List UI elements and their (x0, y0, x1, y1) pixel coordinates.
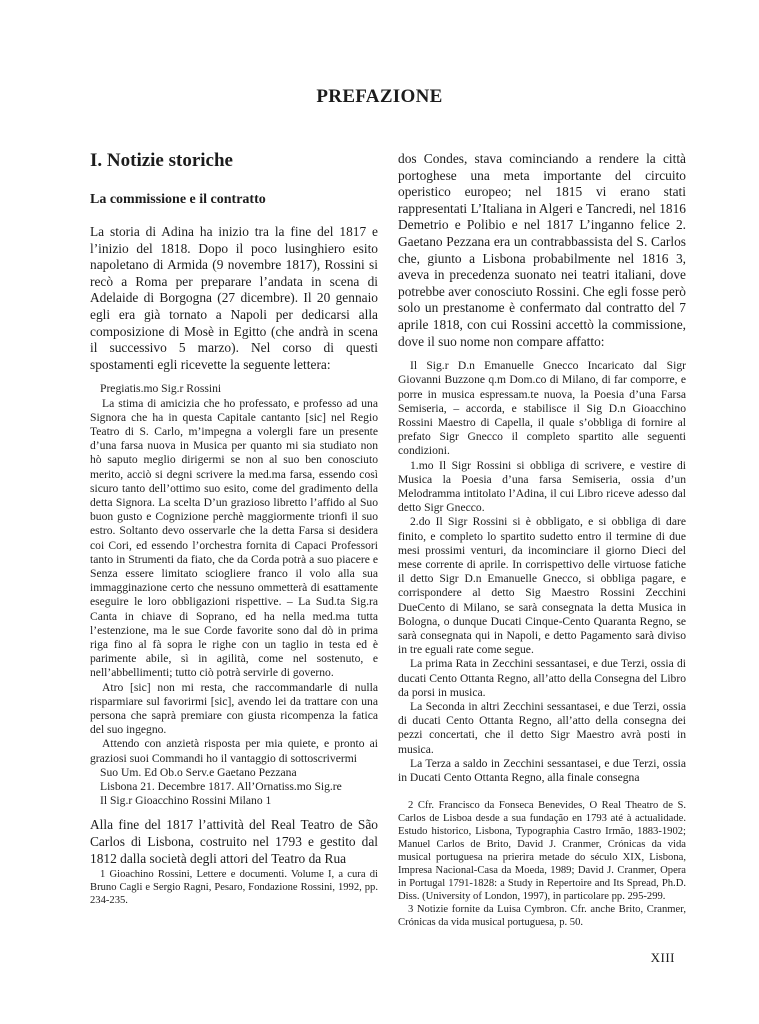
contract-quote (398, 359, 686, 785)
body-paragraph: Alla fine del 1817 l’attività del Real Teatro de São Carlos di Lisbona, costruito nel 1793 e gestito dal 1812 dalla società degli attori del Teatro da Rua (90, 817, 378, 866)
letter-paragraph: Attendo con anzietà risposta per mia quiete, e pronto ai graziosi suoi Commandi ho il vantaggio di sottoscrivermi (90, 737, 378, 765)
letter-signature: Suo Um. Ed Ob.o Serv.e Gaetano Pezzana (100, 765, 297, 779)
letter-body: La stima di amicizia che ho professato, e professo ad una Signora che ha in questa Capitale cantanto [sic] nel Regio Teatro di S. Carlo, m’impegna a volergli fare un presente d’una farsa nuova in Musica per quanto mi sia studiato non hò saputo meglio dirigermi se non al suo ben conosciuto merito, acciò si degni scrivere la med.ma farsa, essendo così sicuro tanto dell’ottimo suo esito, come del gradimento della detta Signora. La scelta D’un grazioso libretto l’affido al Suo buon gusto e Cognizione perchè maggiormente trionfi il suo estro. Soltanto devo osservarle che la detta Farsa si desidera coi Cori, ed essendo l’orchestra fornita di Capaci Professori tanto in Strumenti da fiato, che da Corda potrà a suo piacere e Senza essere limitato sciogliere franco il volo alla sua immagginazione certo che nessuno ommetterà di esattamente eseguire le loro obbligazioni rispettive. – La Sud.ta Sig.ra Canta in chiave di Soprano, ed ha nella med.ma tutta l’estenzione, ma le sue Corde favorite sono dal dò in prima riga fino al fà sopra le righe con un taglio in testa ed è parimente abile, sì in agilità, come nel sostenuto, e nell’abbellimenti; tutto ciò potrà servirle di governo. (90, 396, 378, 680)
letter-addressee: Il Sig.r Gioacchino Rossini Milano 1 (100, 794, 272, 808)
letter-paragraph: Atro [sic] non mi resta, che raccommandarle di nulla risparmiare sul favorirmi [sic], avendo lei da trattare con una persona che saprà premiare con giusta ricompenza la fatica del suo ingegno. (90, 680, 378, 737)
intro-paragraph: La storia di Adina ha inizio tra la fine del 1817 e l’inizio del 1818. Dopo il poco lusinghiero esito napoletano di Armida (9 novembre 1817), Rossini si recò a Roma per preparare l’andata in scena di Adelaide di Borgogna (27 dicembre). Il 20 gennaio egli era già tornato a Napoli per dedicarsi alla composizione di Mosè in Egitto (che andrà in scena il successivo 5 marzo). Nel corso di questi spostamenti egli ricevette la seguente lettera: (90, 224, 378, 372)
contract-paragraph: La prima Rata in Zecchini sessantasei, e due Terzi, ossia di ducati Cento Ottanta Regno, all’atto della Consegna del Libro da porsi in musica. (398, 657, 686, 699)
footnotes (398, 799, 686, 929)
contract-paragraph: 1.mo Il Sigr Rossini si obbliga di scrivere, e vestire di Musica la Poesia d’una farsa Semiseria, ossia d’un Melodramma intitolato l’Adina, il cui Libro riceve adesso dal detto Sigr Gnecco. (398, 458, 686, 515)
body-paragraph: dos Condes, stava cominciando a rendere la città portoghese una meta importante del circuito operistico europeo; nel 1815 vi erano stati rappresentati L’Italiana in Algeri e Tancredi, nel 1816 Demetrio e Polibio e nel 1817 L’inganno felice 2. Gaetano Pezzana era un contrabbassista del S. Carlos che, giunto a Lisbona probabilmente nel 1816 3, aveva in precedenza suonato nei teatri italiani, dove potrebbe aver conosciuto Rossini. Che egli fosse però solo un prestanome è confermato dal contratto del 7 aprile 1818, con cui Rossini accettò la commissione, dove il suo nome non compare affatto: (398, 151, 686, 349)
contract-paragraph: Il Sig.r D.n Emanuelle Gnecco Incaricato dal Sigr Giovanni Buzzone q.m Dom.co di Milano, di far comporre, e porre in musica espressam.te nuova, la Poesia d’una Farsa Semiseria, – accorda, e stabilisce il Sig D.n Gioacchino Rossini Maestro di Capella, il quale s’obbliga di fornire al prefato Sigr Gnecco il completo spartito alle seguenti condizioni. (398, 359, 686, 458)
contract-paragraph: 2.do Il Sigr Rossini si è obbligato, e si obbliga di dare finito, e completo lo spartito sudetto entro il termine di due mesi prossimi venturi, da incominciare il giorno Dieci del mese corrente di aprile. In corrispettivo delle virtuose fatiche il detto Sigr D.n Emanuelle Gnecco, si obbliga pagare, e corrispondere al detto Sig Maestro Rossini Zecchini DueCento di Milano, se sarà consegnata la detta Musica in Bologna, o dunque Ducati Cinque-Cento Quaranta Regno, se sarà consegnata qui in Napoli, e detto Pagamento sarà diviso in tre eguali rate come segue. (398, 515, 686, 657)
page-number: XIII (650, 950, 675, 965)
contract-paragraph: La Seconda in altri Zecchini sessantasei, e due Terzi, ossia di ducati Cento Ottanta Regno, all’atto della consegna dei pezzi concertati, che il detto Sigr Maestro avrà posti in musica. (398, 700, 686, 756)
letter-date: Lisbona 21. Decembre 1817. All’Ornatiss.mo Sig.re (100, 780, 342, 794)
right-column (398, 151, 686, 928)
letter-salutation: Pregiatis.mo Sig.r Rossini (100, 382, 222, 396)
footnotes (90, 868, 378, 907)
footnote: 2 Cfr. Francisco da Fonseca Benevides, O Real Theatro de S. Carlos de Lisboa desde a sua fundação en 1793 até à actualidade. Estudo historico, Lisbona, Typographia Castro Irmão, 1883-1902; Manuel Carlos de Brito, David J. Cranmer, Crónicas da vida musical portuguesa na prierira metade do século XIX, Lisbona, Impresa Nacional-Casa da Moeda, 1989; David J. Cranmer, Opera in Portugal 1791-1828: a Study in Repertoire and Its Spread, Ph.D. Diss. (University of London, 1997), in particolare pp. 295-299. (398, 800, 686, 902)
footnote: 3 Notizie fornite da Luisa Cymbron. Cfr. anche Brito, Cranmer, Crónicas da vida musical portuguesa, p. 50. (398, 904, 686, 928)
page-title: PREFAZIONE (316, 86, 443, 107)
footnote: 1 Gioachino Rossini, Lettere e documenti. Volume I, a cura di Bruno Cagli e Sergio Ragni, Pesaro, Fondazione Rossini, 1992, pp. 234-235. (90, 869, 378, 906)
left-column (90, 150, 378, 906)
section-heading: I. Notizie storiche (90, 150, 233, 171)
subheading: La commissione e il contratto (90, 192, 266, 207)
contract-paragraph: La Terza a saldo in Zecchini sessantasei, e due Terzi, ossia in Ducati Cento Ottanta Regno, alla finale consegna (398, 756, 686, 785)
letter-quote (90, 382, 378, 808)
